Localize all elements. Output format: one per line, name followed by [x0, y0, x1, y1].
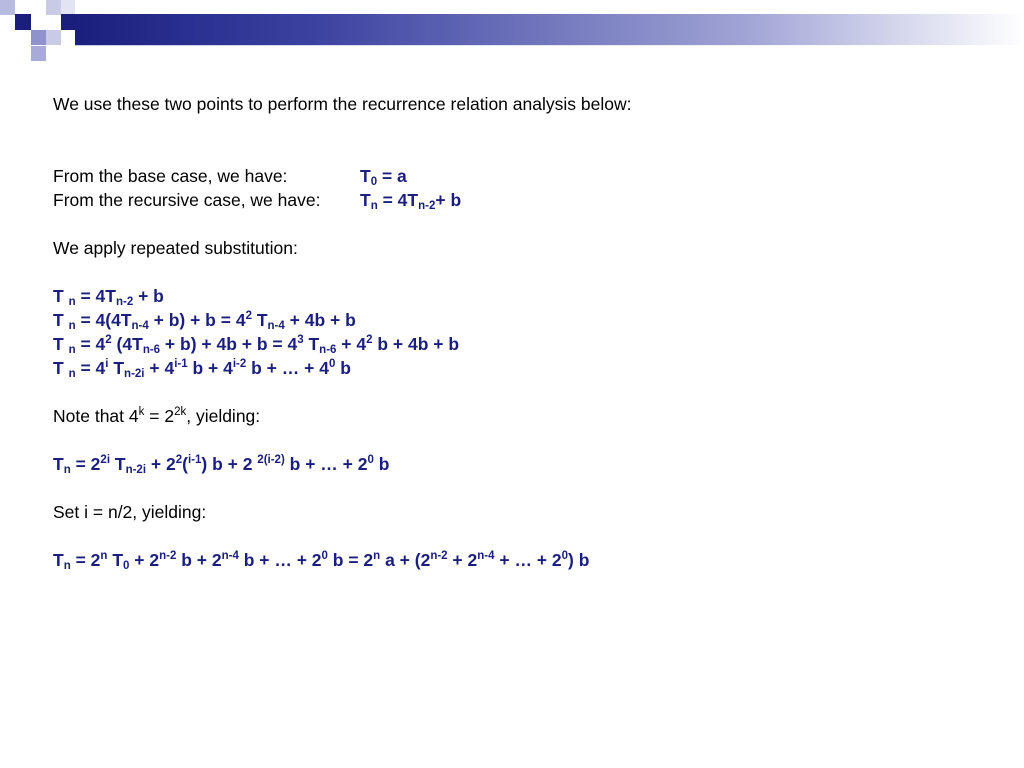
recursive-case-equation: $T_n = 4T_{n-2}+ b$	[360, 190, 462, 212]
header-bar	[75, 14, 1024, 45]
substitution-step-3: T $_n = 4^2$ $(4T_{n-6} + b) + 4b + b = 4^3$ $T_{n-6} + 4^2$ b + 4b + b	[53, 334, 460, 356]
substitution-step-2: T $_n = 4(4T_{n-4} + b) + b = 4^2$ $T_{n-4} + 4b + b$	[53, 310, 356, 332]
header-square	[61, 14, 75, 30]
header-square	[46, 0, 61, 15]
set-i-text: Set i = n/2, yielding:	[53, 502, 207, 522]
base-case-label: From the base case, we have:	[53, 166, 288, 186]
header-square	[61, 0, 75, 14]
final-equation: $T_n = 2^n$ $T_0 + 2^{n-2}$ $b + 2^{n-4}$ b + … + $2^0$ $b = 2^n$ $a + (2^{n-2} + 2^{n-4}$ + … + $2^0$) b	[53, 550, 590, 572]
substitution-label: We apply repeated substitution:	[53, 238, 298, 258]
intro-text: We use these two points to perform the recurrence relation analysis below:	[53, 94, 632, 114]
power-two-equation: $T_n = 2^{2i}$ $T_{n-2i} + 2^2(^{i-1}) b + 2$ $^{2(i-2)}$ b + … + $2^0$ b	[53, 454, 390, 476]
header-square	[0, 0, 15, 15]
slide-content	[53, 92, 993, 572]
header-square	[31, 46, 46, 61]
header-rule	[75, 45, 1024, 46]
recursive-case-line	[53, 188, 993, 212]
recursive-case-label: From the recursive case, we have:	[53, 190, 321, 210]
header-square	[46, 30, 61, 45]
base-case-equation: $T_0 = a$	[360, 166, 407, 188]
header-square	[15, 14, 31, 30]
header-square	[31, 30, 46, 45]
base-case-line	[53, 164, 993, 188]
substitution-step-4: T $_n = 4^i$ $T_{n-2i} + 4^{i-1}$ $b + 4^{i-2}$ b + … + $4^0$ b	[53, 358, 351, 380]
substitution-step-1: T $_n = 4T_{n-2} + b$	[53, 286, 164, 308]
note-text: Note that $4^k = 2^{2k}$, yielding:	[53, 406, 261, 426]
